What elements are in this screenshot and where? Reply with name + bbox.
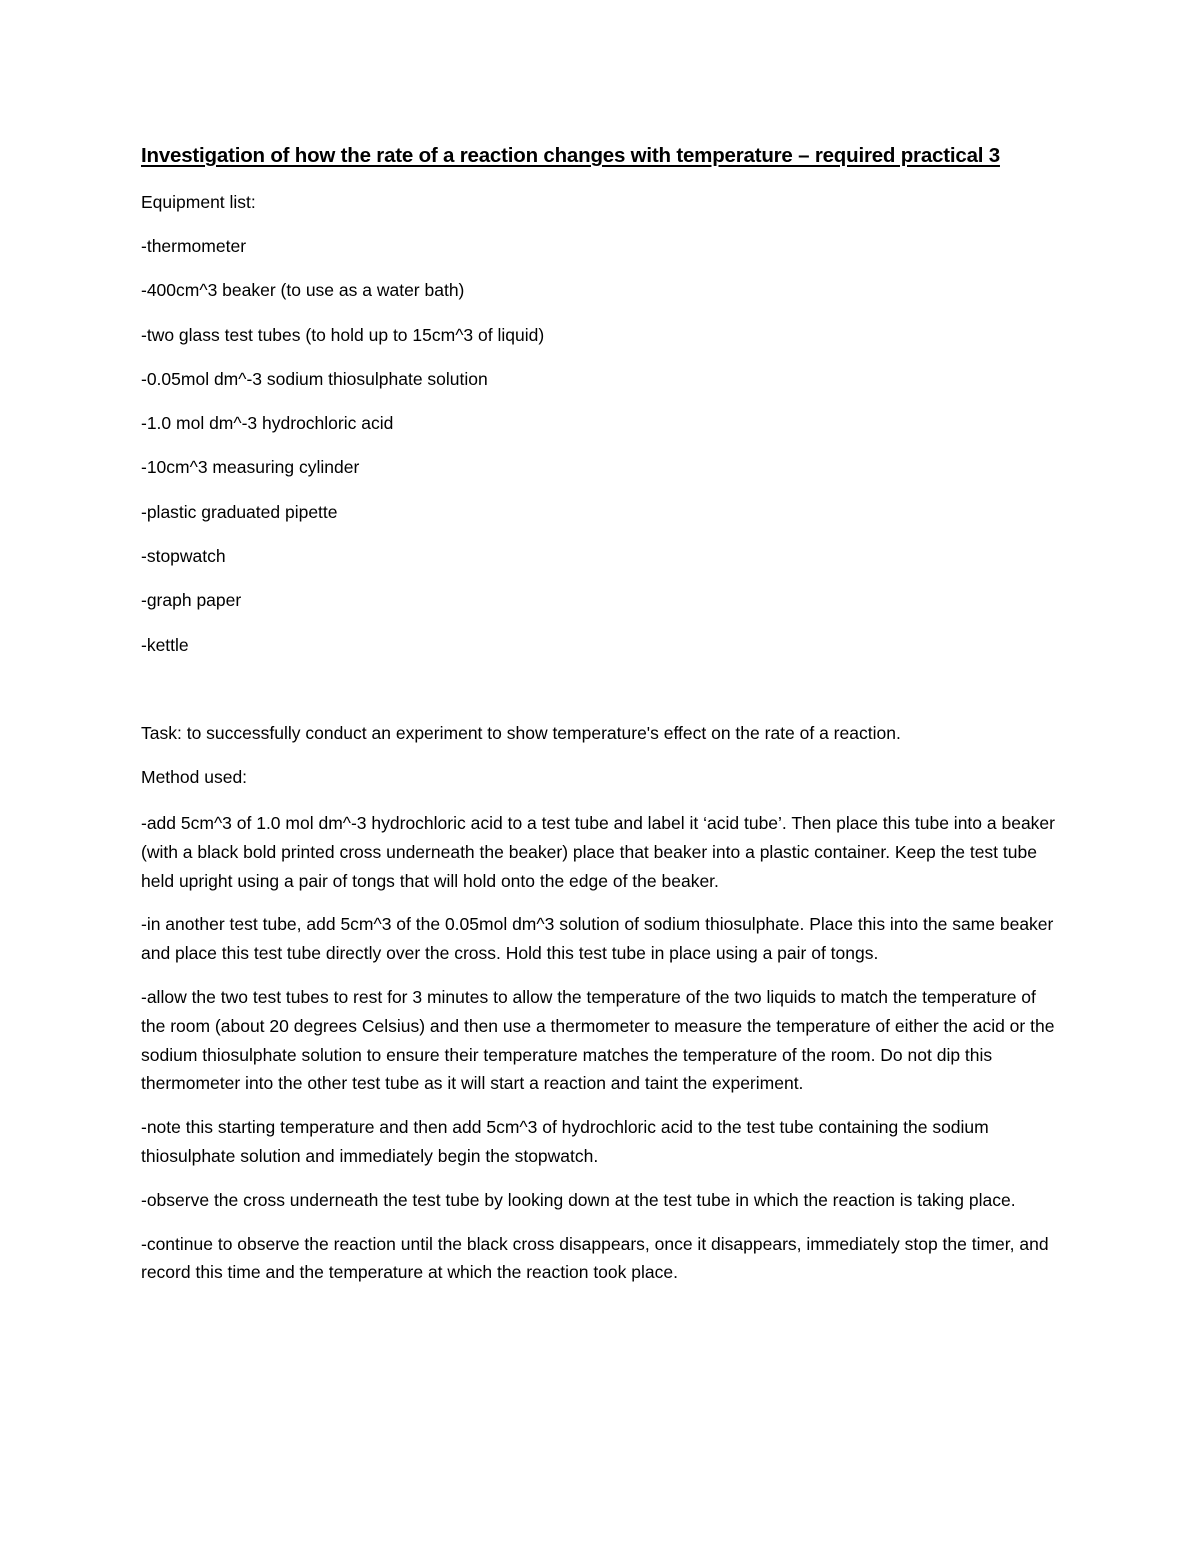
equipment-item: -graph paper [141,590,242,611]
section-spacer [141,677,1061,721]
equipment-item: -0.05mol dm^-3 sodium thiosulphate solution [141,368,488,389]
method-steps [141,809,1061,1287]
equipment-item: -plastic graduated pipette [141,501,338,522]
equipment-item: -two glass test tubes (to hold up to 15cm^3 of liquid) [141,324,545,345]
method-step: -observe the cross underneath the test tube by looking down at the test tube in which the reaction is taking place. [141,1189,1016,1210]
equipment-item: -10cm^3 measuring cylinder [141,457,360,478]
method-step: -add 5cm^3 of 1.0 mol dm^-3 hydrochloric acid to a test tube and label it ‘acid tube’. Then place this tube into a beaker (with a black bold printed cross underneath the beaker) place that beaker into a plastic container. Keep the test tube held upright using a pair of tongs that will hold onto the edge of the beaker. [141,812,1055,891]
method-label: Method used: [141,766,248,787]
method-step: -allow the two test tubes to rest for 3 minutes to allow the temperature of the two liquids to match the temperature of the room (about 20 degrees Celsius) and then use a thermometer to measure the temperature of either the acid or the sodium thiosulphate solution to ensure their temperature matches the temperature of the room. Do not dip this thermometer into the other test tube as it will start a reaction and taint the experiment. [141,986,1055,1094]
method-step: -continue to observe the reaction until the black cross disappears, once it disappears, immediately stop the timer, and record this time and the temperature at which the reaction took place. [141,1233,1049,1283]
method-step: -in another test tube, add 5cm^3 of the 0.05mol dm^3 solution of sodium thiosulphate. Place this into the same beaker and place this test tube directly over the cross. Hold this test tube in place using a pair of tongs. [141,914,1054,964]
document-body [141,142,1061,1302]
equipment-item: -thermometer [141,236,247,256]
equipment-item: -1.0 mol dm^-3 hydrochloric acid [141,413,394,434]
task-statement: Task: to successfully conduct an experiment to show temperature's effect on the rate of a reaction. [141,722,901,743]
equipment-item: -kettle [141,634,189,655]
document-title: Investigation of how the rate of a reaction changes with temperature – required practical 3 [141,144,1000,167]
equipment-item: -400cm^3 beaker (to use as a water bath) [141,280,465,301]
method-step: -note this starting temperature and then add 5cm^3 of hydrochloric acid to the test tube containing the sodium thiosulphate solution and immediately begin the stopwatch. [141,1117,989,1166]
equipment-list [141,234,1061,657]
equipment-list-label: Equipment list: [141,192,256,212]
equipment-item: -stopwatch [141,546,226,567]
